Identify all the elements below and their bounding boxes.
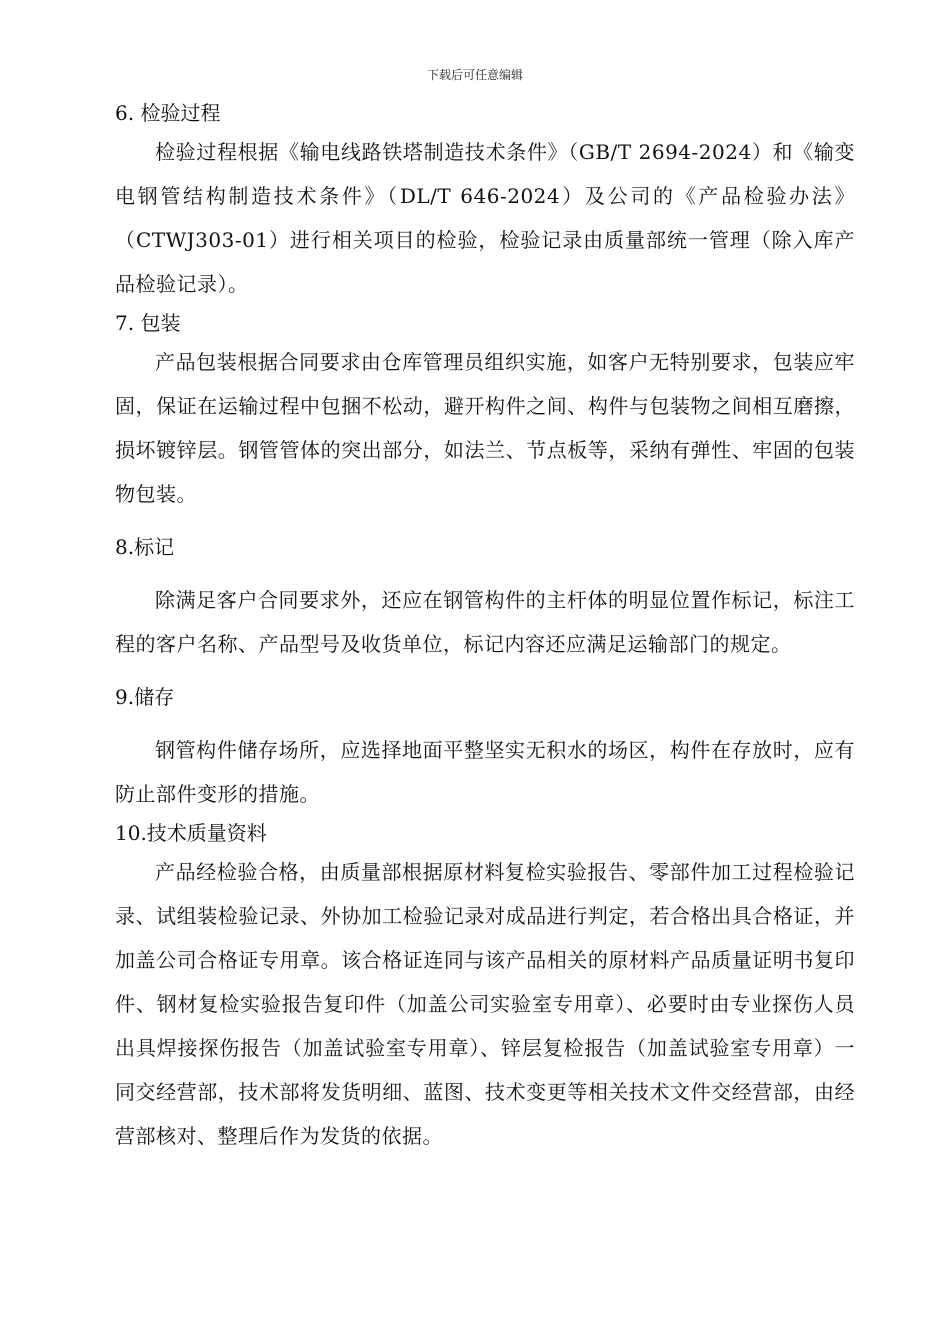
section-paragraph: 钢管构件储存场所，应选择地面平整坚实无积水的场区，构件在存放时，应有防止部件变形的措施。 [115, 738, 855, 806]
section-paragraph: 检验过程根据《输电线路铁塔制造技术条件》（GB/T 2694-2024）和《输变电钢管结构制造技术条件》（DL/T 646-2024）及公司的《产品检验办法》（CTWJ303-01）进行相关项目的检验，检验记录由质量部统一管理（除入库产品检验记录）。 [115, 140, 855, 296]
section-packaging [115, 306, 855, 516]
section-title: 9.储存 [115, 685, 175, 709]
section-marking [115, 530, 855, 666]
section-paragraph: 产品包装根据合同要求由仓库管理员组织实施，如客户无特别要求，包装应牢固，保证在运输过程中包捆不松动，避开构件之间、构件与包装物之间相互磨擦，损坏镀锌层。钢管管体的突出部分，如法兰、节点板等，采纳有弹性、牢固的包装物包装。 [115, 350, 855, 506]
section-inspection-process [115, 96, 855, 306]
section-title: 10.技术质量资料 [115, 821, 267, 845]
section-title: 6. 检验过程 [115, 101, 221, 125]
section-paragraph: 除满足客户合同要求外，还应在钢管构件的主杆体的明显位置作标记，标注工程的客户名称、产品型号及收货单位，标记内容还应满足运输部门的规定。 [115, 588, 855, 656]
header-note: 下载后可任意编辑 [426, 68, 523, 82]
document-body [115, 96, 855, 1158]
section-paragraph: 产品经检验合格，由质量部根据原材料复检实验报告、零部件加工过程检验记录、试组装检验记录、外协加工检验记录对成品进行判定，若合格出具合格证，并加盖公司合格证专用章。该合格证连同与该产品相关的原材料产品质量证明书复印件、钢材复检实验报告复印件（加盖公司实验室专用章）、必要时由专业探伤人员出具焊接探伤报告（加盖试验室专用章）、锌层复检报告（加盖试验室专用章）一同交经营部，技术部将发货明细、蓝图、技术变更等相关技术文件交经营部，由经营部核对、整理后作为发货的依据。 [115, 860, 855, 1148]
section-title: 8.标记 [115, 535, 175, 559]
section-title: 7. 包装 [115, 311, 181, 335]
section-technical-quality-documents [115, 816, 855, 1158]
section-storage [115, 680, 855, 816]
